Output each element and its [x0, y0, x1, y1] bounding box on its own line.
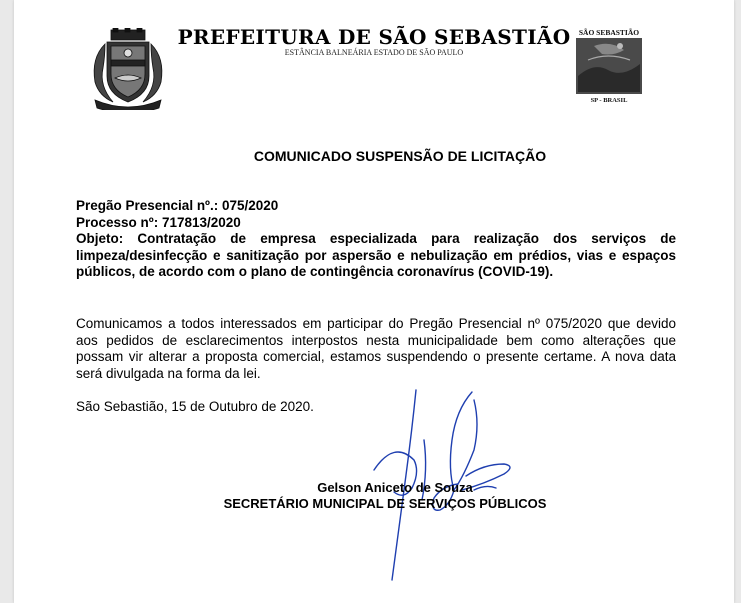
body-paragraph: Comunicamos a todos interessados em participar do Pregão Presencial nº 075/2020 que devido aos pedidos de esclarecimentos interpostos nesta municipalidade bem como alterações que possam vir alterar a proposta comercial, estamos suspendendo o presente certame. A nova data será divulgada na forma da lei.: [76, 316, 676, 381]
document-page: [14, 0, 734, 603]
coat-of-arms-icon: [89, 28, 167, 110]
signer-role: SECRETÁRIO MUNICIPAL DE SERVIÇOS PÚBLICOS: [223, 496, 547, 511]
processo-line: Processo nº: 717813/2020: [76, 214, 241, 230]
pregao-line: Pregão Presencial nº.: 075/2020: [76, 198, 279, 213]
header-title: PREFEITURA DE SÃO SEBASTIÃO: [177, 25, 571, 49]
header-subtitle: ESTÂNCIA BALNEÁRIA ESTADO DE SÃO PAULO: [284, 48, 464, 57]
objeto-paragraph: Objeto: Contratação de empresa especializada para realização dos serviços de limpeza/desinfecção e sanitização por aspersão e nebulização em prédios, vias e espaços públicos, de acordo com o plano de contingência coronavírus (COVID-19).: [76, 231, 676, 279]
seal-top-text: SÃO SEBASTIÃO: [578, 28, 640, 37]
seal-bottom-text: SP - BRASIL: [590, 97, 628, 104]
signer-name: Gelson Aniceto de Souza: [317, 480, 473, 495]
city-seal-icon: [574, 26, 644, 104]
date-line: São Sebastião, 15 de Outubro de 2020.: [76, 399, 314, 414]
document-title: COMUNICADO SUSPENSÃO DE LICITAÇÃO: [253, 148, 547, 164]
reference-block: [76, 198, 676, 281]
